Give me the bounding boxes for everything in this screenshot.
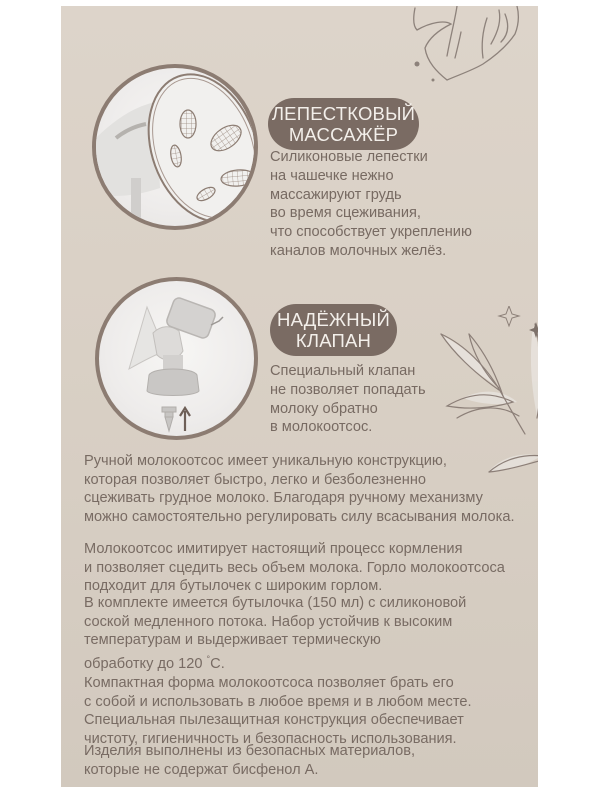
paragraph-line: соской медленного потока. Набор устойчив к высоким: [84, 613, 453, 630]
petal-massager-image: [92, 64, 258, 230]
description-line: во время сцеживания,: [270, 205, 421, 222]
paragraph-line: В комплекте имеется бутылочка (150 мл) с силиконовой: [84, 595, 467, 611]
feature-title-line: МАССАЖЁР: [288, 124, 399, 145]
paragraph-line: Молокоотсос имитирует настоящий процесс кормления: [84, 541, 463, 557]
description-line: Специальный клапан: [270, 363, 416, 379]
description-line: массажируют грудь: [270, 186, 402, 203]
feature-description-reliable-valve: [270, 362, 426, 437]
paragraph-line: которые не содержат бисфенол А.: [84, 761, 319, 778]
description-line: на чашечке нежно: [270, 167, 394, 184]
paragraph-line: подходит для бутылочек с широким горлом.: [84, 578, 383, 595]
degree-symbol: °: [206, 653, 211, 664]
paragraph-line: сцеживать грудное молоко. Благодаря ручному механизму: [84, 490, 483, 507]
paragraph-line: можно самостоятельно регулировать силу всасывания молока.: [84, 508, 515, 525]
description-line: молоку обратно: [270, 400, 378, 417]
breast-pump-valve-icon: [99, 281, 254, 436]
description-line: Силиконовые лепестки: [270, 149, 428, 165]
paragraph-line: [84, 650, 466, 674]
breast-shield-icon: [96, 68, 254, 226]
paragraph-compact-form: [84, 674, 472, 748]
description-line: в молокоотсос.: [270, 419, 373, 436]
description-line: что способствует укреплению: [270, 224, 472, 241]
paragraph-safe-materials: [84, 742, 415, 779]
paragraph-line: с собой и использовать в любое время и в любом месте.: [84, 693, 472, 710]
feature-title-line: КЛАПАН: [295, 330, 372, 351]
celsius-unit: С.: [210, 655, 225, 672]
feature-title-line: НАДЁЖНЫЙ: [277, 309, 390, 330]
paragraph-construction: [84, 452, 515, 526]
paragraph-kit-contents: [84, 594, 466, 673]
description-line: каналов молочных желёз.: [270, 242, 447, 259]
description-line: не позволяет попадать: [270, 381, 426, 398]
paragraph-line: Изделия выполнены из безопасных материалов,: [84, 743, 416, 759]
paragraph-line: Специальная пылезащитная конструкция обеспечивает: [84, 712, 464, 729]
paragraph-line: и позволяет сцедить весь объем молока. Горло молокоотсоса: [84, 559, 505, 576]
paragraph-line: Компактная форма молокоотсоса позволяет брать его: [84, 675, 454, 691]
feature-title-petal-massager: [268, 98, 419, 150]
paragraph-feeding-imitation: [84, 540, 505, 596]
feature-title-line: ЛЕПЕСТКОВЫЙ: [271, 103, 416, 124]
feature-title-reliable-valve: [270, 304, 397, 356]
paragraph-line: чистоту, гигиеничность и безопасность использования.: [84, 730, 457, 747]
paragraph-line: температурам и выдерживает термическую: [84, 632, 381, 649]
temperature-text: обработку до 120: [84, 655, 203, 672]
paragraph-line: которая позволяет быстро, легко и безболезненно: [84, 471, 427, 488]
monstera-leaf-icon: [391, 6, 531, 90]
valve-image: [95, 277, 258, 440]
package-panel: [61, 6, 538, 787]
feature-description-petal-massager: [270, 148, 472, 261]
paragraph-line: Ручной молокоотсос имеет уникальную конструкцию,: [84, 453, 447, 469]
